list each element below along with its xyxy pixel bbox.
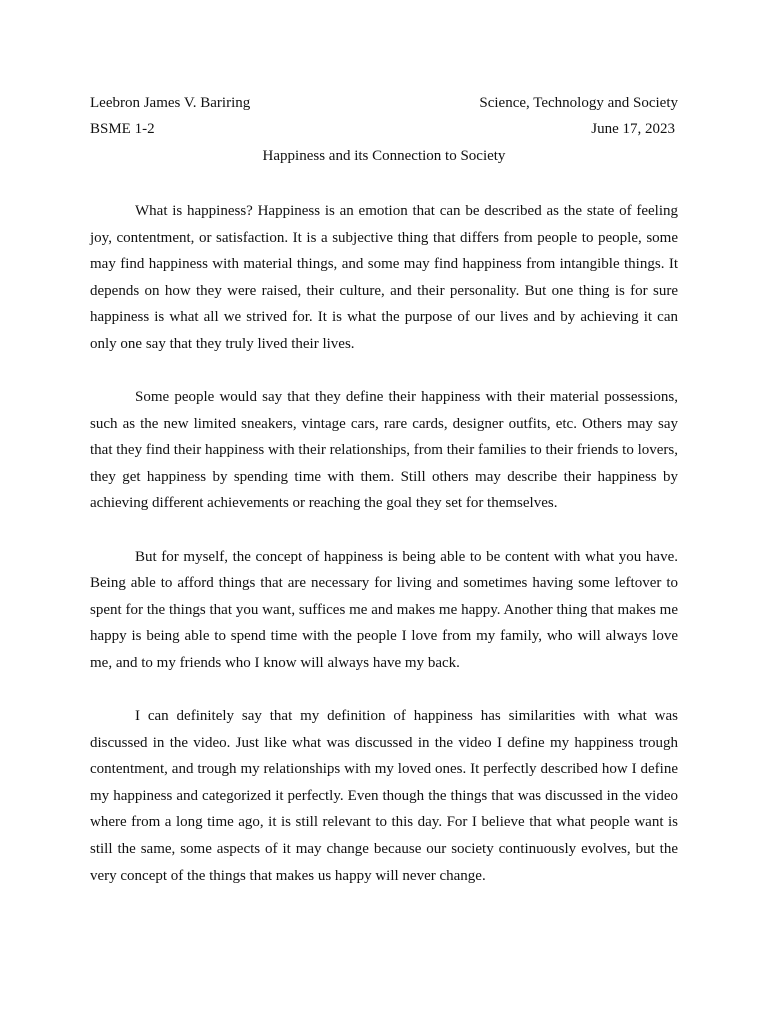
paragraph-3: But for myself, the concept of happiness is being able to be content with what you have. Being able to afford things that are necessary for living and sometimes having some leftover to spent for the things that you want, suffices me and makes me happy. Another thing that makes me happy is being able to spend time with the people I love from my family, who will always love me, and to my friends who I know will always have my back.	[90, 548, 678, 671]
author-name: Leebron James V. Bariring	[90, 95, 251, 111]
section-label: BSME 1-2	[90, 121, 155, 137]
paragraph-4: I can definitely say that my definition of happiness has similarities with what was discussed in the video. Just like what was discussed in the video I define my happiness trough contentment, and trough my relationships with my loved ones. It perfectly described how I define my happiness and categorized it perfectly. Even though the things that was discussed in the video where from a long time ago, it is still relevant to this day. For I believe that what people want is still the same, some aspects of it may change because our society continuously evolves, but the very concept of the things that makes us happy will never change.	[90, 708, 678, 884]
essay-title: Happiness and its Connection to Society	[262, 148, 506, 164]
paragraph-1: What is happiness? Happiness is an emotion that can be described as the state of feeling joy, contentment, or satisfaction. It is a subjective thing that differs from people to people, some may find happiness with material things, and some may find happiness from intangible things. It depends on how they were raised, their culture, and their personality. But one thing is for sure happiness is what all we strived for. It is what the purpose of our lives and by achieving it can only one say that they truly lived their lives.	[90, 203, 678, 352]
course-name: Science, Technology and Society	[479, 95, 678, 111]
essay-body	[90, 198, 678, 916]
date-label: June 17, 2023	[591, 121, 675, 137]
header-row-bottom	[90, 119, 678, 139]
paragraph-2: Some people would say that they define their happiness with their material possessions, such as the new limited sneakers, vintage cars, rare cards, designer outfits, etc. Others may say that they find their happiness with their relationships, from their families to their friends to lovers, they get happiness by spending time with them. Still others may describe their happiness by achieving different achievements or reaching the goal they set for themselves.	[90, 389, 678, 512]
header-row-top	[90, 93, 678, 113]
